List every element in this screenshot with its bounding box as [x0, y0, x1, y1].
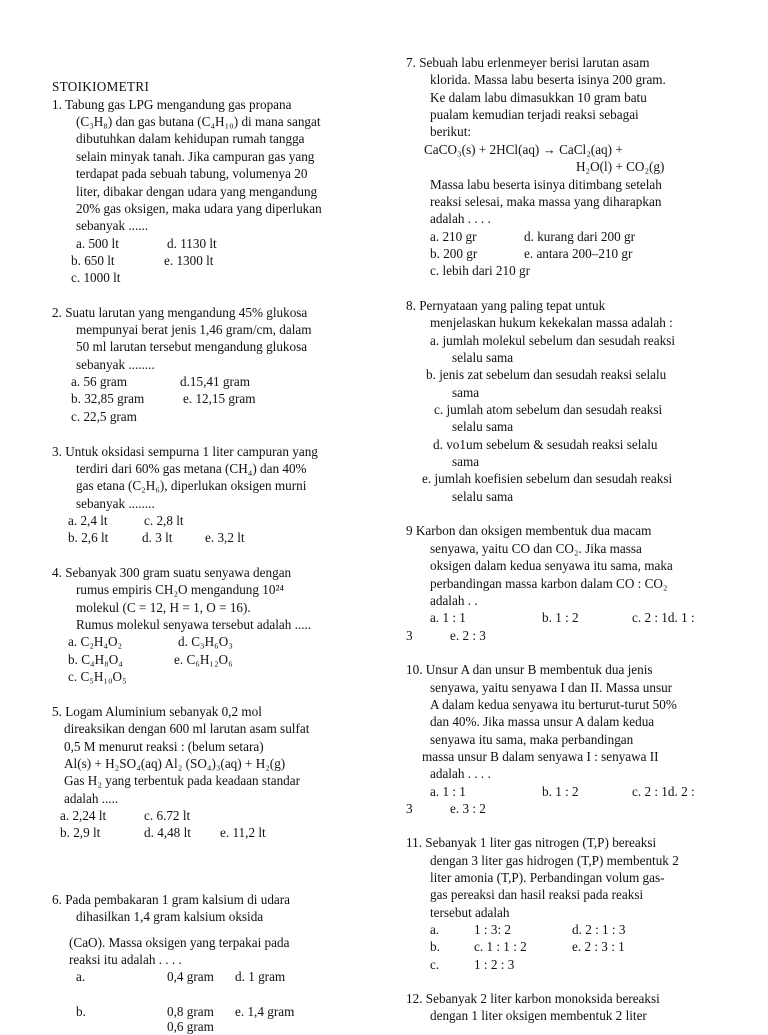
question-10-line: senyawa, yaitu senyawa I dan II. Massa unsur [430, 680, 673, 695]
question-10-line: 10. Unsur A dan unsur B membentuk dua jenis [406, 662, 653, 677]
answer-option: e. 12,15 gram [183, 391, 256, 406]
question-7-line: pualam kemudian terjadi reaksi sebagai [430, 107, 639, 122]
answer-option: a. C₂H₄O₂ [68, 634, 123, 649]
question-7-line: Massa labu beserta isinya ditimbang setelah [430, 177, 662, 192]
question-2-line: sebanyak ........ [76, 357, 155, 372]
question-5-line: direaksikan dengan 600 ml larutan asam sulfat [64, 721, 310, 736]
answer-option: c. lebih dari 210 gr [430, 263, 530, 278]
question-1-line: (C₃H₈) dan gas butana (C₄H₁₀) di mana sangat [76, 114, 321, 129]
answer-option: b. [430, 939, 440, 954]
answer-option: e. 1300 lt [164, 253, 214, 268]
answer-option: c. 2 : 1d. 1 : [632, 610, 695, 625]
question-5-line: adalah ..... [64, 791, 119, 806]
question-6-line: (CaO). Massa oksigen yang terpakai pada [69, 935, 290, 950]
question-1-line: sebanyak ...... [76, 218, 149, 233]
question-2-line: 50 ml larutan tersebut mengandung glukosa [76, 339, 308, 354]
question-4-line: Rumus molekul senyawa tersebut adalah ..... [76, 617, 312, 632]
question-10-line: senyawa itu sama, maka perbandingan [430, 732, 634, 747]
answer-option: c. 6.72 lt [144, 808, 191, 823]
answer-option: a. 210 gr [430, 229, 477, 244]
answer-option: a. 500 lt [76, 236, 119, 251]
answer-option: c. 2 : 1d. 2 : [632, 784, 695, 799]
question-8-line: menjelaskan hukum kekekalan massa adalah : [430, 315, 673, 330]
answer-option: a. jumlah molekul sebelum dan sesudah reaksi [430, 333, 676, 348]
answer-option: b. 32,85 gram [71, 391, 145, 406]
question-1-line: liter, dibakar dengan udara yang mengandung [76, 184, 318, 199]
answer-option: d. kurang dari 200 gr [524, 229, 635, 244]
answer-option: a. 1 : 1 [430, 784, 466, 799]
question-9-line: 9 Karbon dan oksigen membentuk dua macam [406, 523, 652, 538]
question-7-line: adalah . . . . [430, 211, 491, 226]
question-12-line: dengan 1 liter oksigen membentuk 2 liter [430, 1008, 647, 1023]
answer-option: c. 1000 lt [71, 270, 121, 285]
answer-option: e. 2 : 3 [450, 628, 486, 643]
question-6-line: dihasilkan 1,4 gram kalsium oksida [76, 909, 264, 924]
answer-option: b. 1 : 2 [542, 610, 579, 625]
question-4-line: molekul (C = 12, H = 1, O = 16). [76, 600, 251, 615]
answer-option: 1 : 3: 2 [474, 922, 511, 937]
question-6-line: reaksi itu adalah . . . . [69, 952, 182, 967]
question-6-line: 6. Pada pembakaran 1 gram kalsium di udara [52, 892, 291, 907]
answer-option: sama [452, 454, 480, 469]
answer-option: e. 11,2 lt [220, 825, 266, 840]
question-11-line: dengan 3 liter gas hidrogen (T,P) membentuk 2 [430, 853, 679, 868]
question-1-line: terdapat pada sebuah tabung, volumenya 20 [76, 166, 308, 181]
question-3-line: sebanyak ........ [76, 496, 155, 511]
answer-option: c. jumlah atom sebelum dan sesudah reaksi [434, 402, 663, 417]
answer-option: e. 2 : 3 : 1 [572, 939, 625, 954]
answer-option: e. 3,2 lt [205, 530, 245, 545]
answer-option: 3 [406, 801, 413, 816]
question-5-line: Gas H₂ yang terbentuk pada keadaan standar [64, 773, 301, 788]
question-10-line: adalah . . . . [430, 766, 491, 781]
question-11-line: gas pereaksi dan hasil reaksi pada reaksi [430, 887, 644, 902]
answer-option: a. 2,4 lt [68, 513, 108, 528]
answer-option: c. 1 : 1 : 2 [474, 939, 527, 954]
answer-option: selalu sama [452, 489, 514, 504]
answer-option: b. 2,9 lt [60, 825, 101, 840]
question-11-line: 11. Sebanyak 1 liter gas nitrogen (T,P) bereaksi [406, 835, 657, 850]
question-7-line: reaksi selesai, maka massa yang diharapkan [430, 194, 662, 209]
answer-option: a. [430, 922, 440, 937]
question-10-line: A dalam kedua senyawa itu berturut-turut 50% [430, 697, 677, 712]
question-5-line: 5. Logam Aluminium sebanyak 0,2 mol [52, 704, 262, 719]
answer-option: 0,8 gram [167, 1004, 214, 1019]
reaction-equation: CaCO₃(s) + 2HCl(aq) → CaCl₂(aq) + [424, 142, 623, 157]
answer-option: d. 1 gram [235, 969, 286, 984]
question-1-line: dibutuhkan dalam kehidupan rumah tangga [76, 131, 305, 146]
answer-option: 0,4 gram [167, 969, 214, 984]
question-9-line: perbandingan massa karbon dalam CO : CO₂ [430, 576, 668, 591]
question-5-line: 0,5 M menurut reaksi : (belum setara) [64, 739, 264, 754]
answer-option: d. C₃H₆O₃ [178, 634, 233, 649]
reaction-equation: Al(s) + H₂SO₄(aq) Al₂ (SO₄)₃(aq) + H₂(g) [64, 756, 286, 771]
answer-option: d. 1130 lt [167, 236, 217, 251]
answer-option: selalu sama [452, 419, 514, 434]
question-1-line: selain minyak tanah. Jika campuran gas yang [76, 149, 315, 164]
question-3-line: gas etana (C₂H₆), diperlukan oksigen murni [76, 478, 307, 493]
question-10-line: dan 40%. Jika massa unsur A dalam kedua [430, 714, 655, 729]
question-2-line: 2. Suatu larutan yang mengandung 45% glukosa [52, 305, 308, 320]
document-title: STOIKIOMETRI [52, 79, 150, 94]
answer-option: c. [430, 957, 440, 972]
answer-option: 1 : 2 : 3 [474, 957, 515, 972]
question-7-line: berikut: [430, 124, 472, 139]
answer-option: 3 [406, 628, 413, 643]
answer-option: e. C₆H₁₂O₆ [174, 652, 233, 667]
answer-option: e. 1,4 gram [235, 1004, 295, 1019]
question-11-line: tersebut adalah [430, 905, 510, 920]
answer-option: a. 2,24 lt [60, 808, 107, 823]
question-12-line: 12. Sebanyak 2 liter karbon monoksida bereaksi [406, 991, 660, 1006]
answer-option: b. jenis zat sebelum dan sesudah reaksi selalu [426, 367, 667, 382]
answer-option: a. 1 : 1 [430, 610, 466, 625]
question-1-line: 20% gas oksigen, maka udara yang diperlukan [76, 201, 322, 216]
answer-option: sama [452, 385, 480, 400]
question-11-line: liter amonia (T,P). Perbandingan volum gas- [430, 870, 665, 885]
answer-option: d. 4,48 lt [144, 825, 191, 840]
question-7-line: klorida. Massa labu beserta isinya 200 gram. [430, 72, 666, 87]
answer-option: c. 2,8 lt [144, 513, 184, 528]
answer-option: b. 200 gr [430, 246, 478, 261]
answer-option: d. vo1um sebelum & sesudah reaksi selalu [433, 437, 658, 452]
answer-option: e. antara 200–210 gr [524, 246, 633, 261]
answer-option: b. 650 lt [71, 253, 115, 268]
question-3-line: terdiri dari 60% gas metana (CH₄) dan 40% [76, 461, 307, 476]
answer-option: a. 56 gram [71, 374, 128, 389]
question-1-line: 1. Tabung gas LPG mengandung gas propana [52, 97, 292, 112]
answer-option: d.15,41 gram [180, 374, 250, 389]
reaction-equation: H₂O(l) + CO₂(g) [576, 159, 665, 174]
answer-option: e. jumlah koefisien sebelum dan sesudah reaksi [422, 471, 673, 486]
question-4-line: rumus empiris CH₂O mengandung 10²⁴ [76, 582, 285, 597]
question-10-line: massa unsur B dalam senyawa I : senyawa II [422, 749, 659, 764]
answer-option: b. 1 : 2 [542, 784, 579, 799]
answer-option: c. 22,5 gram [71, 409, 137, 424]
question-7-line: Ke dalam labu dimasukkan 10 gram batu [430, 90, 647, 105]
question-9-line: oksigen dalam kedua senyawa itu sama, maka [430, 558, 673, 573]
answer-option: selalu sama [452, 350, 514, 365]
question-9-line: adalah . . [430, 593, 478, 608]
answer-option: d. 3 lt [142, 530, 173, 545]
answer-option: a. [76, 969, 86, 984]
answer-option: b. 2,6 lt [68, 530, 109, 545]
answer-option: c. C₅H₁₀O₅ [68, 669, 127, 684]
answer-option: b. [76, 1004, 86, 1019]
question-9-line: senyawa, yaitu CO dan CO₂. Jika massa [430, 541, 642, 556]
answer-option: 0,6 gram [167, 1019, 214, 1034]
answer-option: b. C₄H₈O₄ [68, 652, 123, 667]
answer-option: d. 2 : 1 : 3 [572, 922, 626, 937]
question-2-line: mempunyai berat jenis 1,46 gram/cm, dalam [76, 322, 312, 337]
question-8-line: 8. Pernyataan yang paling tepat untuk [406, 298, 606, 313]
question-3-line: 3. Untuk oksidasi sempurna 1 liter campuran yang [52, 444, 318, 459]
answer-option: e. 3 : 2 [450, 801, 486, 816]
question-7-line: 7. Sebuah labu erlenmeyer berisi larutan asam [406, 55, 650, 70]
question-4-line: 4. Sebanyak 300 gram suatu senyawa dengan [52, 565, 292, 580]
